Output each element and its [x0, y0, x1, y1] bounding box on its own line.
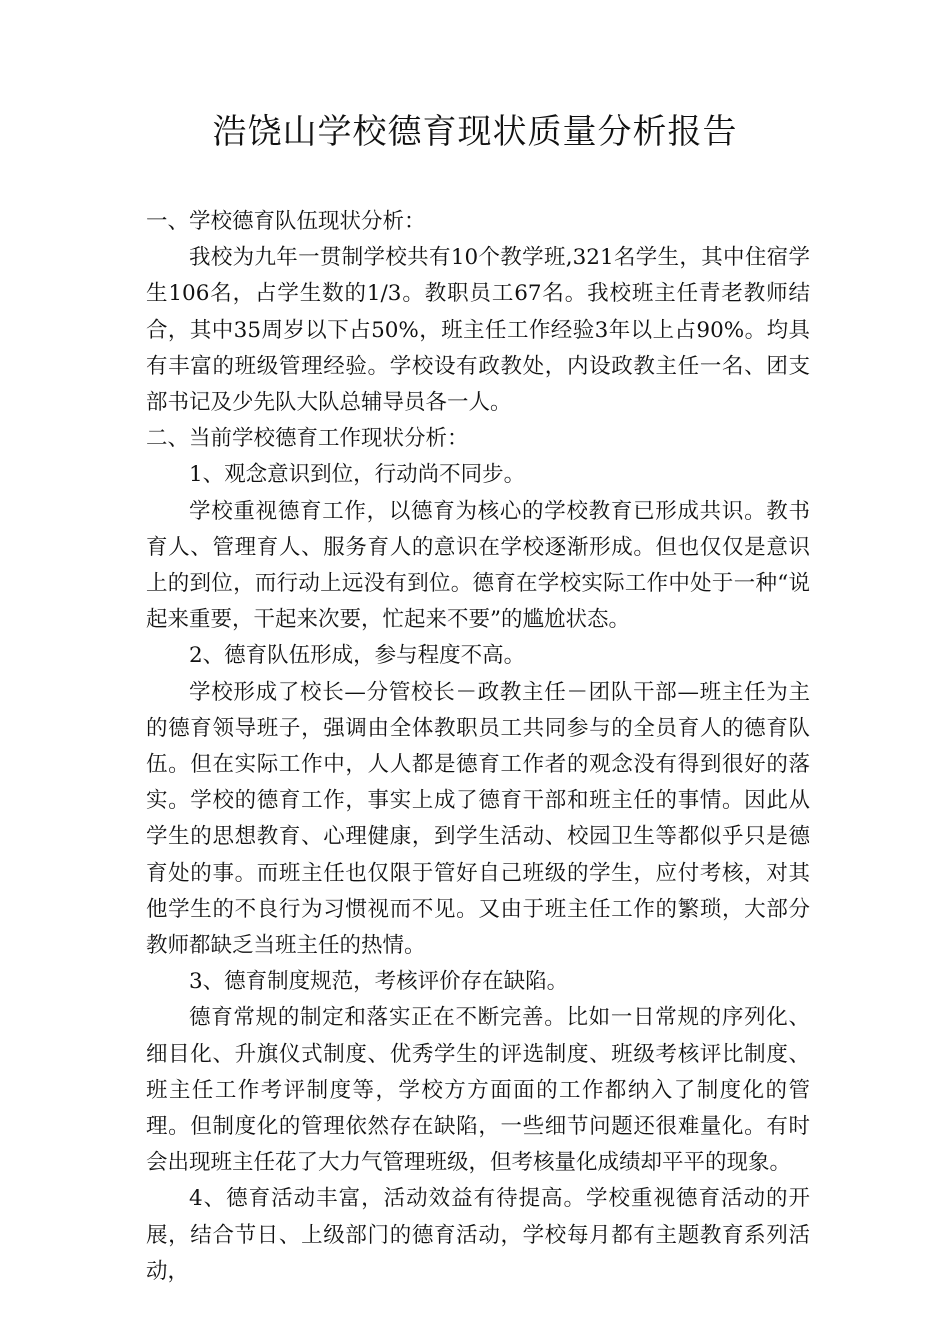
- subheading-3: 3、德育制度规范，考核评价存在缺陷。: [189, 969, 569, 995]
- document-title: 浩饶山学校德育现状质量分析报告: [212, 112, 738, 152]
- document-body: [146, 204, 810, 1290]
- paragraph-staff-overview: 我校为九年一贯制学校共有10个教学班,321名学生，其中住宿学生106名，占学生数的1/3。教职员工67名。我校班主任青老教师结合，其中35周岁以下占50%，班主任工作经验3年以上占90%。均具有丰富的班级管理经验。学校设有政教处，内设政教主任一名、团支部书记及少先队大队总辅导员各一人。: [146, 245, 810, 416]
- paragraph-awareness: 学校重视德育工作，以德育为核心的学校教育已形成共识。教书育人、管理育人、服务育人的意识在学校逐渐形成。但也仅仅是意识上的到位，而行动上远没有到位。德育在学校实际工作中处于一种“说起来重要，干起来次要，忙起来不要”的尴尬状态。: [146, 498, 810, 633]
- paragraph-system: 德育常规的制定和落实正在不断完善。比如一日常规的序列化、细目化、升旗仪式制度、优秀学生的评选制度、班级考核评比制度、班主任工作考评制度等，学校方方面面的工作都纳入了制度化的管理。但制度化的管理依然存在缺陷，一些细节问题还很难量化。有时会出现班主任花了大力气管理班级，但考核量化成绩却平平的现象。: [146, 1005, 810, 1176]
- subheading-2: 2、德育队伍形成，参与程度不高。: [189, 643, 526, 669]
- paragraph-activities: 4、德育活动丰富，活动效益有待提高。学校重视德育活动的开展，结合节日、上级部门的德育活动，学校每月都有主题教育系列活动，: [146, 1186, 810, 1284]
- paragraph-team: 学校形成了校长—分管校长－政教主任－团队干部—班主任为主的德育领导班子，强调由全体教职员工共同参与的全员育人的德育队伍。但在实际工作中，人人都是德育工作者的观念没有得到很好的落实。学校的德育工作，事实上成了德育干部和班主任的事情。因此从学生的思想教育、心理健康，到学生活动、校园卫生等都似乎只是德育处的事。而班主任也仅限于管好自己班级的学生，应付考核，对其他学生的不良行为习惯视而不见。又由于班主任工作的繁琐，大部分教师都缺乏当班主任的热情。: [146, 679, 810, 959]
- section-heading-1: 一、学校德育队伍现状分析：: [146, 209, 426, 234]
- subheading-1: 1、观念意识到位，行动尚不同步。: [189, 462, 526, 488]
- section-heading-2: 二、当前学校德育工作现状分析：: [146, 426, 469, 452]
